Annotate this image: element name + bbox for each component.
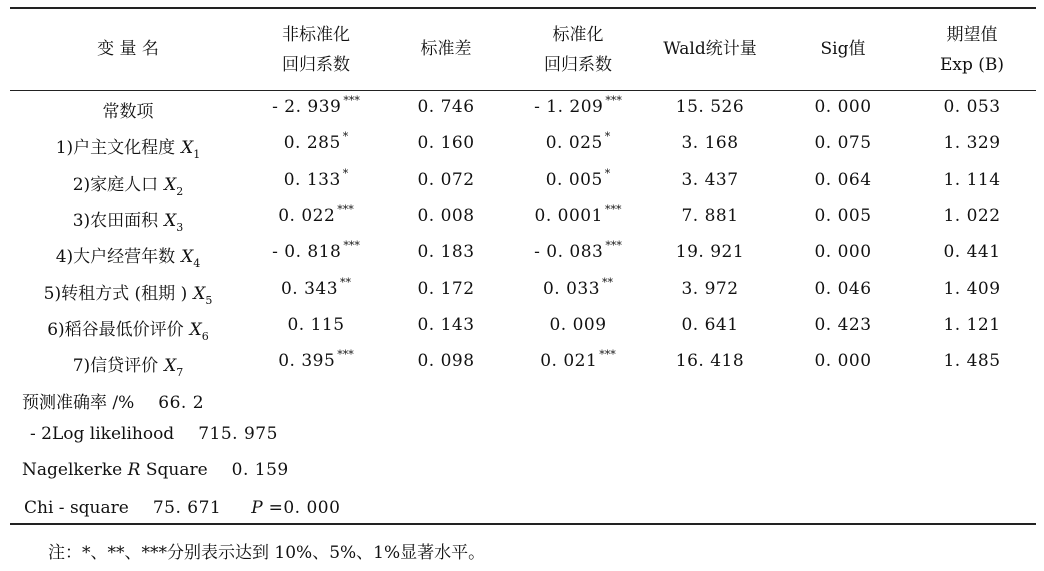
- row-variable-symbol: X: [189, 319, 202, 340]
- row-label: [72, 206, 184, 234]
- cell-sig-value: 0. 423: [814, 314, 872, 335]
- header-unstandardized-coef-line2: 回归系数: [282, 55, 350, 75]
- cell-unstandardized-coef-value: 0. 285: [283, 133, 341, 154]
- cell-standardized-coef-value: 0. 005: [545, 169, 603, 190]
- table-footnote: 注：*、**、***分别表示达到 10%、5%、1%显著水平。: [48, 543, 486, 563]
- stat-nagelkerke: [22, 460, 289, 480]
- row-label: [55, 242, 201, 271]
- cell-exp-b-value: 1. 121: [943, 314, 1001, 335]
- cell-standardized-coef: [534, 94, 622, 117]
- cell-unstandardized-coef-significance: ***: [343, 239, 360, 253]
- cell-standardized-coef-significance: ***: [599, 348, 616, 362]
- cell-wald-value: 0. 641: [681, 314, 739, 335]
- cell-unstandardized-coef: [272, 239, 360, 263]
- cell-exp-b-value: 0. 053: [943, 97, 1001, 117]
- stat-chisquare-value: 75. 671: [152, 498, 222, 518]
- cell-exp-b-value: 0. 441: [943, 242, 1001, 263]
- cell-standard-error-value: 0. 072: [417, 169, 475, 190]
- cell-standardized-coef-value: - 0. 083: [534, 242, 604, 263]
- cell-unstandardized-coef: [272, 94, 360, 117]
- cell-wald: [681, 133, 738, 153]
- row-label-text: 7)信贷评价: [72, 356, 159, 377]
- stat-loglik-value: 715. 975: [198, 424, 278, 444]
- cell-standardized-coef-value: 0. 009: [549, 314, 607, 335]
- cell-standard-error-value: 0. 143: [417, 314, 475, 335]
- cell-sig: [814, 351, 871, 371]
- header-unstandardized-coef-line1: 非标准化: [282, 25, 350, 45]
- cell-exp-b-value: 1. 022: [943, 205, 1001, 226]
- row-label: [103, 97, 154, 122]
- stat-nagelkerke-r: R: [127, 460, 141, 480]
- cell-sig: [814, 133, 871, 153]
- row-variable-subscript: 3: [176, 220, 184, 234]
- cell-standard-error: [417, 315, 474, 335]
- row-variable-subscript: 4: [193, 257, 201, 271]
- cell-sig: [814, 279, 871, 299]
- stat-accuracy: [22, 388, 204, 413]
- stat-nagelkerke-label-post: Square: [140, 460, 208, 480]
- row-variable-symbol: X: [164, 210, 177, 231]
- cell-wald-value: 19. 921: [675, 242, 745, 263]
- cell-wald: [676, 351, 744, 371]
- cell-unstandardized-coef: [278, 202, 354, 226]
- cell-standard-error-value: 0. 172: [417, 278, 475, 299]
- cell-standardized-coef: [545, 166, 611, 190]
- cell-exp-b: [943, 279, 1000, 299]
- row-variable-symbol: X: [164, 174, 177, 195]
- cell-standardized-coef: [542, 275, 614, 299]
- cell-sig: [814, 315, 871, 335]
- table-top-rule: [10, 7, 1036, 9]
- cell-exp-b: [943, 170, 1000, 190]
- header-exp-b: [940, 20, 1004, 80]
- cell-standard-error: [417, 206, 474, 226]
- cell-standardized-coef: [540, 348, 616, 372]
- cell-exp-b: [943, 351, 1000, 371]
- cell-unstandardized-coef-value: 0. 343: [280, 278, 339, 299]
- header-variable-name-line1: 变 量 名: [97, 39, 159, 59]
- cell-standardized-coef-value: 0. 021: [540, 351, 598, 372]
- header-unstandardized-coef: [282, 20, 350, 80]
- cell-standardized-coef-significance: **: [602, 275, 614, 289]
- row-variable-symbol: X: [181, 138, 194, 159]
- cell-unstandardized-coef: [283, 130, 349, 154]
- stat-chisquare: [24, 498, 340, 518]
- cell-exp-b: [943, 315, 1000, 335]
- cell-wald-value: 3. 972: [681, 278, 739, 299]
- cell-sig: [814, 206, 871, 226]
- header-exp-b-line2: Exp (B): [939, 55, 1005, 75]
- cell-standard-error: [417, 279, 474, 299]
- cell-unstandardized-coef-value: 0. 115: [287, 314, 345, 335]
- row-label-text: 1)户主文化程度: [55, 138, 176, 159]
- row-label: [72, 170, 184, 198]
- header-standardized-coef-line1: 标准化: [552, 25, 604, 45]
- cell-sig: [814, 97, 871, 117]
- cell-sig: [814, 242, 871, 262]
- cell-standardized-coef: [545, 130, 611, 154]
- cell-wald-value: 7. 881: [681, 205, 739, 226]
- cell-exp-b-value: 1. 329: [943, 133, 1001, 154]
- stat-accuracy-value: 66. 2: [158, 393, 205, 413]
- cell-wald-value: 15. 526: [675, 97, 745, 117]
- row-variable-subscript: 7: [176, 366, 184, 380]
- row-variable-subscript: 1: [193, 148, 201, 162]
- stat-nagelkerke-label: Nagelkerke: [22, 460, 128, 480]
- cell-wald: [681, 206, 738, 226]
- row-label-text: 常数项: [102, 102, 154, 122]
- cell-standard-error-value: 0. 098: [417, 351, 475, 372]
- cell-unstandardized-coef-value: - 0. 818: [272, 242, 342, 263]
- cell-standardized-coef-value: 0. 025: [545, 133, 603, 154]
- cell-wald-value: 16. 418: [675, 351, 745, 372]
- header-standardized-coef: [544, 20, 612, 80]
- header-standardized-coef-line2: 回归系数: [544, 55, 612, 75]
- cell-unstandardized-coef-significance: *: [342, 130, 349, 144]
- cell-sig-value: 0. 075: [814, 133, 872, 154]
- table-bottom-rule: [10, 523, 1036, 525]
- cell-wald: [681, 279, 738, 299]
- cell-standard-error: [417, 133, 474, 153]
- cell-wald: [681, 170, 738, 190]
- row-label: [43, 279, 213, 307]
- cell-wald-value: 3. 437: [681, 169, 739, 190]
- cell-exp-b: [943, 97, 1000, 117]
- cell-exp-b-value: 1. 409: [943, 278, 1001, 299]
- row-label: [72, 351, 184, 380]
- stat-p-symbol: P: [251, 498, 263, 518]
- row-variable-symbol: X: [164, 356, 177, 377]
- cell-exp-b-value: 1. 485: [943, 351, 1001, 372]
- cell-wald: [676, 97, 744, 117]
- row-variable-subscript: 5: [205, 293, 213, 307]
- cell-standard-error: [417, 242, 474, 262]
- cell-standardized-coef: [534, 239, 622, 263]
- cell-unstandardized-coef-value: 0. 133: [283, 169, 341, 190]
- cell-exp-b: [943, 133, 1000, 153]
- header-exp-b-line1: 期望值: [946, 25, 998, 45]
- cell-standard-error: [417, 351, 474, 371]
- cell-exp-b-value: 1. 114: [943, 169, 1001, 190]
- row-label-text: 3)农田面积: [72, 210, 159, 231]
- cell-unstandardized-coef: [280, 275, 352, 299]
- header-wald: [663, 34, 756, 64]
- row-variable-symbol: X: [193, 283, 206, 304]
- cell-standardized-coef: [549, 315, 606, 335]
- cell-wald-value: 3. 168: [681, 133, 739, 154]
- cell-standardized-coef-value: - 1. 209: [534, 97, 604, 117]
- cell-exp-b: [943, 206, 1000, 226]
- header-wald-line1: Wald统计量: [663, 39, 757, 59]
- cell-sig-value: 0. 064: [814, 169, 872, 190]
- stat-loglik-label: - 2Log likelihood: [30, 424, 175, 444]
- cell-standard-error: [417, 170, 474, 190]
- cell-unstandardized-coef-value: - 2. 939: [272, 97, 342, 117]
- stat-nagelkerke-value: 0. 159: [231, 460, 289, 480]
- cell-wald: [681, 315, 738, 335]
- row-variable-subscript: 2: [176, 184, 184, 198]
- stat-p-value: =0. 000: [262, 498, 341, 518]
- header-sig: [821, 34, 866, 64]
- row-label-text: 4)大户经营年数: [55, 247, 176, 268]
- cell-unstandardized-coef-significance: **: [340, 275, 352, 289]
- cell-unstandardized-coef: [287, 315, 344, 335]
- row-label-text: 2)家庭人口: [72, 174, 159, 195]
- cell-unstandardized-coef: [283, 166, 349, 190]
- row-label: [55, 133, 201, 162]
- row-variable-symbol: X: [181, 247, 194, 268]
- cell-sig-value: 0. 046: [814, 278, 872, 299]
- cell-sig-value: 0. 000: [814, 242, 872, 263]
- cell-standardized-coef-significance: ***: [604, 202, 622, 216]
- cell-standardized-coef-significance: ***: [605, 239, 622, 253]
- stat-accuracy-label: 预测准确率 /%: [22, 393, 135, 413]
- cell-standardized-coef-value: 0. 0001: [534, 205, 603, 226]
- cell-unstandardized-coef-significance: *: [342, 166, 349, 180]
- row-label-text: 6)稻谷最低价评价: [47, 319, 184, 340]
- header-standard-error: [421, 34, 472, 64]
- cell-standard-error-value: 0. 183: [417, 242, 475, 263]
- cell-standard-error-value: 0. 160: [417, 133, 475, 154]
- stat-loglik: [30, 424, 278, 444]
- cell-unstandardized-coef-significance: ***: [343, 94, 360, 107]
- cell-standardized-coef-significance: *: [604, 130, 611, 144]
- header-variable-name: [97, 34, 159, 64]
- cell-sig-value: 0. 000: [814, 97, 872, 117]
- cell-standardized-coef-significance: *: [604, 166, 611, 180]
- cell-unstandardized-coef-value: 0. 022: [278, 205, 336, 226]
- cell-standardized-coef: [534, 202, 622, 226]
- row-label: [47, 315, 209, 343]
- row-variable-subscript: 6: [201, 329, 209, 343]
- cell-sig-value: 0. 005: [814, 205, 872, 226]
- row-label-text: 5)转租方式 (租期 ): [43, 283, 188, 304]
- header-standard-error-line1: 标准差: [420, 39, 472, 59]
- cell-unstandardized-coef-significance: ***: [337, 348, 354, 362]
- cell-wald: [676, 242, 744, 262]
- cell-unstandardized-coef-value: 0. 395: [278, 351, 336, 372]
- cell-sig: [814, 170, 871, 190]
- cell-standardized-coef-value: 0. 033: [542, 278, 601, 299]
- cell-exp-b: [943, 242, 1000, 262]
- stat-chisquare-label: Chi - square: [24, 498, 129, 518]
- cell-standard-error-value: 0. 746: [417, 97, 475, 117]
- cell-standardized-coef-significance: ***: [605, 94, 622, 107]
- cell-sig-value: 0. 000: [814, 351, 872, 372]
- cell-standard-error-value: 0. 008: [417, 205, 475, 226]
- cell-standard-error: [417, 97, 474, 117]
- cell-unstandardized-coef: [278, 348, 354, 372]
- table-header-rule: [10, 90, 1036, 91]
- cell-unstandardized-coef-significance: ***: [337, 202, 354, 216]
- header-sig-line1: Sig值: [820, 39, 866, 59]
